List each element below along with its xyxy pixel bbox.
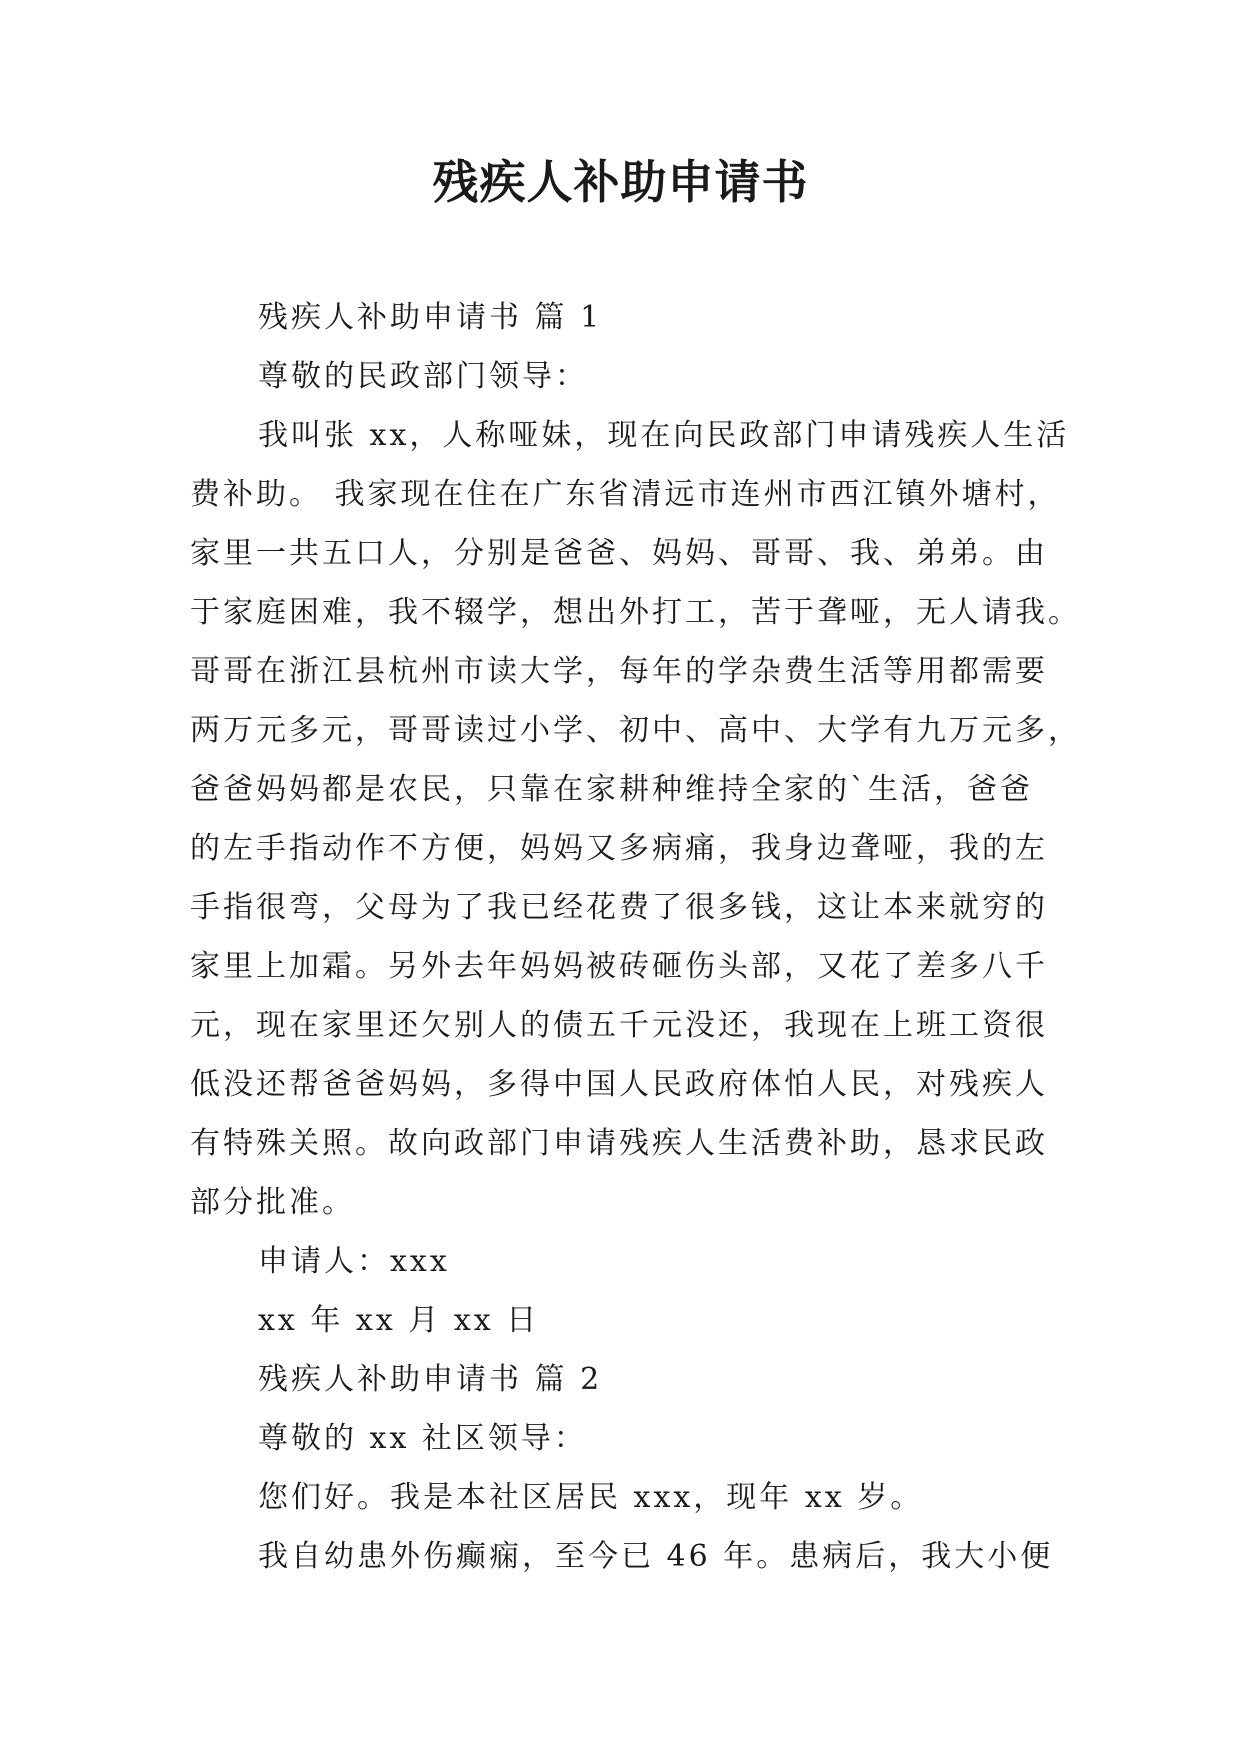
- text-line: xx 年 xx 月 xx 日: [258, 1303, 540, 1338]
- text-line: 低没还帮爸爸妈妈，多得中国人民政府体怕人民，对残疾人: [190, 1067, 1048, 1102]
- document-body: [190, 288, 1081, 1586]
- text-line: 元，现在家里还欠别人的债五千元没还，我现在上班工资很: [190, 1008, 1048, 1043]
- text-line: 家里上加霜。另外去年妈妈被砖砸伤头部，又花了差多八千: [190, 949, 1048, 984]
- text-line: 费补助。 我家现在住在广东省清远市连州市西江镇外塘村，: [190, 477, 1061, 512]
- text-line: 您们好。我是本社区居民 xxx，现年 xx 岁。: [258, 1480, 924, 1515]
- text-line: 尊敬的 xx 社区领导：: [258, 1421, 587, 1456]
- text-line: 申请人：xxx: [258, 1244, 450, 1279]
- document-title: 残疾人补助申请书: [432, 155, 809, 209]
- text-line: 家里一共五口人，分别是爸爸、妈妈、哥哥、我、弟弟。由: [190, 536, 1048, 571]
- text-line: 的左手指动作不方便，妈妈又多病痛，我身边聋哑，我的左: [190, 831, 1048, 866]
- text-line: 于家庭困难，我不辍学，想出外打工，苦于聋哑，无人请我。: [190, 595, 1081, 630]
- text-line: 尊敬的民政部门领导：: [258, 359, 588, 394]
- text-line: 有特殊关照。故向政部门申请残疾人生活费补助，恳求民政: [190, 1126, 1048, 1161]
- text-line: 手指很弯，父母为了我已经花费了很多钱，这让本来就穷的: [190, 890, 1048, 925]
- text-line: 我自幼患外伤癫痫，至今已 46 年。患病后，我大小便: [258, 1539, 1054, 1574]
- text-line: 我叫张 xx，人称哑妹，现在向民政部门申请残疾人生活: [258, 418, 1070, 453]
- text-line: 哥哥在浙江县杭州市读大学，每年的学杂费生活等用都需要: [190, 654, 1048, 689]
- text-line: 两万元多元，哥哥读过小学、初中、高中、大学有九万元多，: [190, 713, 1081, 748]
- text-line: 爸爸妈妈都是农民，只靠在家耕种维持全家的`生活，爸爸: [190, 772, 1033, 807]
- text-line: 残疾人补助申请书 篇 2: [258, 1362, 603, 1397]
- text-line: 部分批准。: [190, 1185, 355, 1220]
- text-line: 残疾人补助申请书 篇 1: [258, 300, 603, 335]
